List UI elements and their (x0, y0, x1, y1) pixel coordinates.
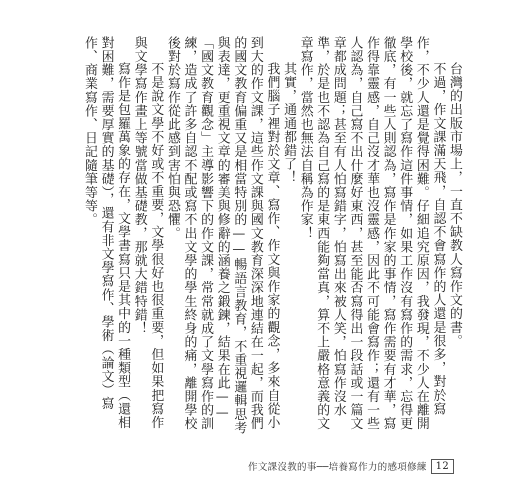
paragraph-1: 台灣的出版市場上，一直不缺教人寫作文的書。 (447, 61, 462, 348)
running-title: 作文課沒教的事──培養寫作力的感項修練 (248, 462, 427, 473)
paragraph-5: 不是說文學不好或不重要，文學很好也很重要，但如果把寫作與文學寫作畫上等號當做基礎教，那就大錯特錯！ (131, 36, 164, 429)
page-number: 12 (431, 459, 454, 474)
paragraph-6: 寫作是包羅萬象的存在，文學書寫只是其中的一種類型（還相對困難，需要厚實的基礎），還有非文學寫作、學術（論文）寫作、商業寫作、日記隨筆等等。 (81, 36, 131, 429)
page-footer (248, 458, 454, 474)
body-text (52, 36, 462, 436)
paragraph-3: 其實，通通都錯了！ (281, 61, 297, 185)
paragraph-2: 不過，作文課滿天飛，自認不會寫作的人還是很多，對於寫作，不少人還是覺得困難。仔細追究原因，我發現，不少人在離開學校後，就忘了寫作這件事情，如果工作沒有寫作的需求，忘得更徹底，有一些人則認為，寫作是作家的事情，寫作需要有才華，寫作得靠靈感，自己沒才華也沒靈感，因此不可能會寫作；還有一些人認為，自己寫不出什麼好東西，甚至能否寫得出一段話或一篇文章都成問題；甚至有人怕寫錯字，怕寫出來被人笑，怕寫作沒水準，於是也不認為自己寫的是東西能夠當真，算不上嚴格意義的文章寫作，當然也無法自稱為作家！ (297, 36, 446, 431)
paragraph-4: 我們腦子裡對於文章、寫作、作文與作家的觀念，多來自從小到大的作文課，這些作文課與國文教育深深地連結在一起，而我們的國文教育偏重又是相當特別的——暢語言教育，不重視邏輯思考與表達，更重視文章的審美與修辭的涵養之鍛鍊，結果在此——「國文教育觀念」主導影響下的作文課，常常就成了文學寫作的訓練，造成了許多自認不配或寫不出文學的學生終身的痛，離開學校後對於寫作從此感到害怕與恐懼。 (164, 36, 280, 435)
